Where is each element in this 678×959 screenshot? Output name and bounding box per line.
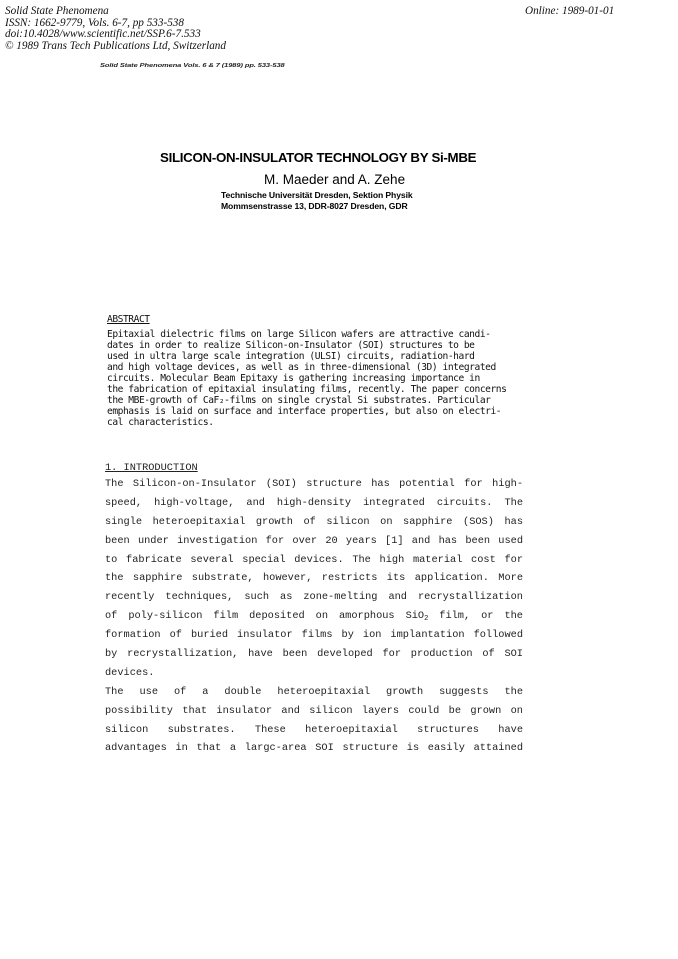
abstract-line: used in ultra large scale integration (ULSI) circuits, radiation-hard <box>107 351 475 363</box>
introduction-body <box>105 475 523 758</box>
body-line-tail: film, or the <box>428 610 523 623</box>
issn-line: ISSN: 1662-9779, Vols. 6-7, pp 533-538 <box>5 16 184 29</box>
body-line-text: of poly-silicon film deposited on amorphous SiO <box>105 610 425 623</box>
body-line: The Silicon-on-Insulator (SOI) structure has potential for high- <box>105 478 523 490</box>
abstract-heading: ABSTRACT <box>107 314 150 325</box>
abstract-line: dates in order to realize Silicon-on-Insulator (SOI) structures to be <box>107 340 475 352</box>
online-date: Online: 1989-01-01 <box>525 5 615 17</box>
abstract-body <box>107 329 506 428</box>
body-line: speed, high-voltage, and high-density integrated circuits. The <box>105 496 523 509</box>
paper-authors: M. Maeder and A. Zehe <box>264 172 406 187</box>
abstract-line: Epitaxial dielectric films on large Silicon wafers are attractive candi- <box>107 329 491 340</box>
body-line: possibility that insulator and silicon layers could be grown on <box>105 704 523 717</box>
body-line-with-subscript <box>105 607 523 626</box>
body-line: formation of buried insulator films by ion implantation followed <box>105 629 523 642</box>
paper-title: SILICON-ON-INSULATOR TECHNOLOGY BY Si-MBE <box>160 150 477 165</box>
body-line: The use of a double heteroepitaxial growth suggests the <box>105 685 523 698</box>
abstract-line: and high voltage devices, as well as in three-dimensional (3D) integrated <box>107 362 496 374</box>
journal-name: Solid State Phenomena <box>5 5 109 17</box>
abstract-line: circuits. Molecular Beam Epitaxy is gathering increasing importance in <box>107 373 480 385</box>
body-line: devices. <box>105 666 155 679</box>
abstract-line: emphasis is laid on surface and interface properties, but also on electri- <box>107 406 502 418</box>
body-line: recently techniques, such as zone-melting and recrystallization <box>105 591 523 604</box>
copyright-line: © 1989 Trans Tech Publications Ltd, Switzerland <box>5 39 226 52</box>
body-line: single heteroepitaxial growth of silicon on sapphire (SOS) has <box>105 515 523 528</box>
abstract-line: the fabrication of epitaxial insulating films, recently. The paper concerns <box>107 384 507 396</box>
body-line: by recrystallization, have been developed for production of SOI <box>105 648 523 661</box>
abstract-line: cal characteristics. <box>107 417 214 429</box>
abstract-line: the MBE-growth of CaF₂-films on single crystal Si substrates. Particular <box>107 395 491 407</box>
body-line: silicon substrates. These heteroepitaxial structures have <box>105 723 523 736</box>
body-line: advantages in that a largc-area SOI structure is easily attained <box>105 742 523 755</box>
doi-line: doi:10.4028/www.scientific.net/SSP.6-7.533 <box>5 28 201 41</box>
affiliation-line-2: Mommsenstrasse 13, DDR-8027 Dresden, GDR <box>221 201 408 211</box>
scanned-running-header: Solid State Phenomena Vols. 6 & 7 (1989) pp. 533-538 <box>100 62 285 69</box>
affiliation <box>221 190 413 212</box>
subscript: 2 <box>424 615 429 624</box>
publisher-header <box>5 6 226 52</box>
introduction-heading: 1. INTRODUCTION <box>105 462 198 474</box>
affiliation-line-1: Technische Universität Dresden, Sektion Physik <box>221 190 413 200</box>
body-line: to fabricate several special devices. The high material cost for <box>105 553 523 566</box>
body-line: been under investigation for over 20 years [1] and has been used <box>105 534 523 547</box>
body-line: the sapphire substrate, however, restricts its application. More <box>105 572 523 585</box>
